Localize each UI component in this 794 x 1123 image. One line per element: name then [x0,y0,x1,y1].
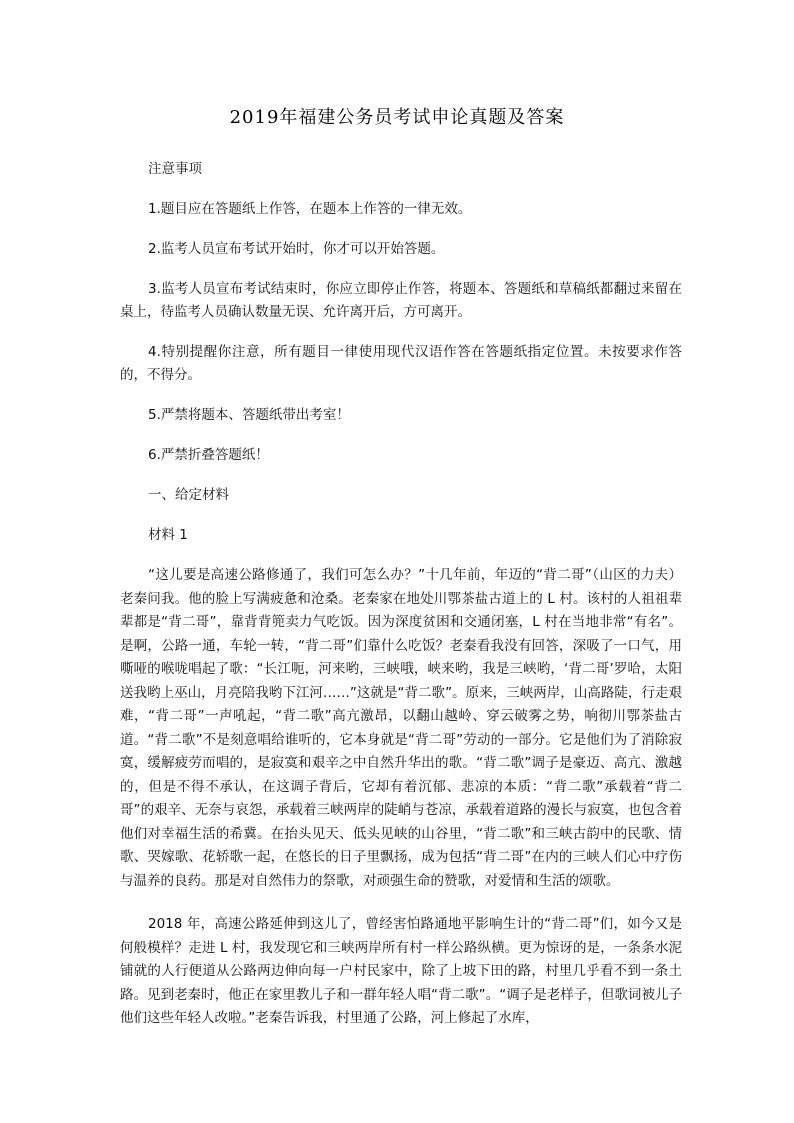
rule-item: 4.特别提醒你注意，所有题目一律使用现代汉语作答在答题纸指定位置。未按要求作答的，不得分。 [120,344,682,383]
rule-item: 5.严禁将题本、答题纸带出考室！ [148,407,350,423]
rule-item: 3.监考人员宣布考试结束时，你应立即停止作答，将题本、答题纸和草稿纸都翻过来留在桌上，待监考人员确认数量无误、允许离开后，方可离开。 [120,281,682,320]
notice-heading: 注意事项 [148,161,202,177]
rule-item: 6.严禁折叠答题纸！ [148,447,269,463]
material-paragraph: “这儿要是高速公路修通了，我们可怎么办？”十几年前，年迈的“背二哥”（山区的力夫）老秦问我。他的脸上写满疲惫和沧桑。老秦家在地处川鄂茶盐古道上的 L 村。该村的人祖祖辈辈都是“背二哥”，靠背背篼卖力气吃饭。因为深度贫困和交通闭塞，L 村在当地非常“有名”。是啊，公路一通，车轮一转，“背二哥”们靠什么吃饭？老秦看我没有回答，深吸了一口气，用嘶哑的喉咙唱起了歌：“长江呃，河来哟，三峡哦，峡来哟，我是三峡哟，‘背二哥’罗哈，太阳送我哟上巫山，月亮陪我哟下江河……”这就是“背二歌”。原来，三峡两岸，山高路陡，行走艰难，“背二哥”一声吼起，“背二歌”高亢激昂，以翻山越岭、穿云破雾之势，响彻川鄂茶盐古道。“背二歌”不是刻意唱给谁听的，它本身就是“背二哥”劳动的一部分。它是他们为了消除寂寞，缓解疲劳而唱的，是寂寞和艰辛之中自然升华出的歌。“背二歌”调子是豪迈、高亢、激越的，但是不得不承认，在这调子背后，它却有着沉郁、悲凉的本质：“背二歌”承载着“背二哥”的艰辛、无奈与哀怨，承载着三峡两岸的陡峭与苍凉，承载着道路的漫长与寂寞，也包含着他们对幸福生活的希冀。在抬头见天、低头见峡的山谷里，“背二歌”和三峡古韵中的民歌、情歌、哭嫁歌、花轿歌一起，在悠长的日子里飘扬，成为包括“背二哥”在内的三峡人们心中疗伤与温养的良药。那是对自然伟力的祭歌，对顽强生命的赞歌，对爱情和生活的颂歌。 [120,567,682,889]
rule-item: 2.监考人员宣布考试开始时，你才可以开始答题。 [148,241,445,257]
section-heading: 一、给定材料 [148,487,229,503]
rule-item: 1.题目应在答题纸上作答，在题本上作答的一律无效。 [148,201,472,217]
document-body [120,158,682,1048]
material-paragraph: 2018 年，高速公路延伸到这儿了，曾经害怕路通地平影响生计的“背二哥”们，如今又是何般模样？走进 L 村，我发现它和三峡两岸所有村一样公路纵横。更为惊讶的是，一条条水泥铺就的人行便道从公路两边伸向每一户村民家中，除了上坡下田的路，村里几乎看不到一条土路。见到老秦时，他正在家里教儿子和一群年轻人唱“背二歌”。“调子是老样子，但歌词被儿子他们这些年轻人改啦。”老秦告诉我，村里通了公路，河上修起了水库， [120,916,682,1026]
material-heading: 材料 1 [148,527,188,543]
page-title: 2019年福建公务员考试申论真题及答案 [229,107,565,128]
